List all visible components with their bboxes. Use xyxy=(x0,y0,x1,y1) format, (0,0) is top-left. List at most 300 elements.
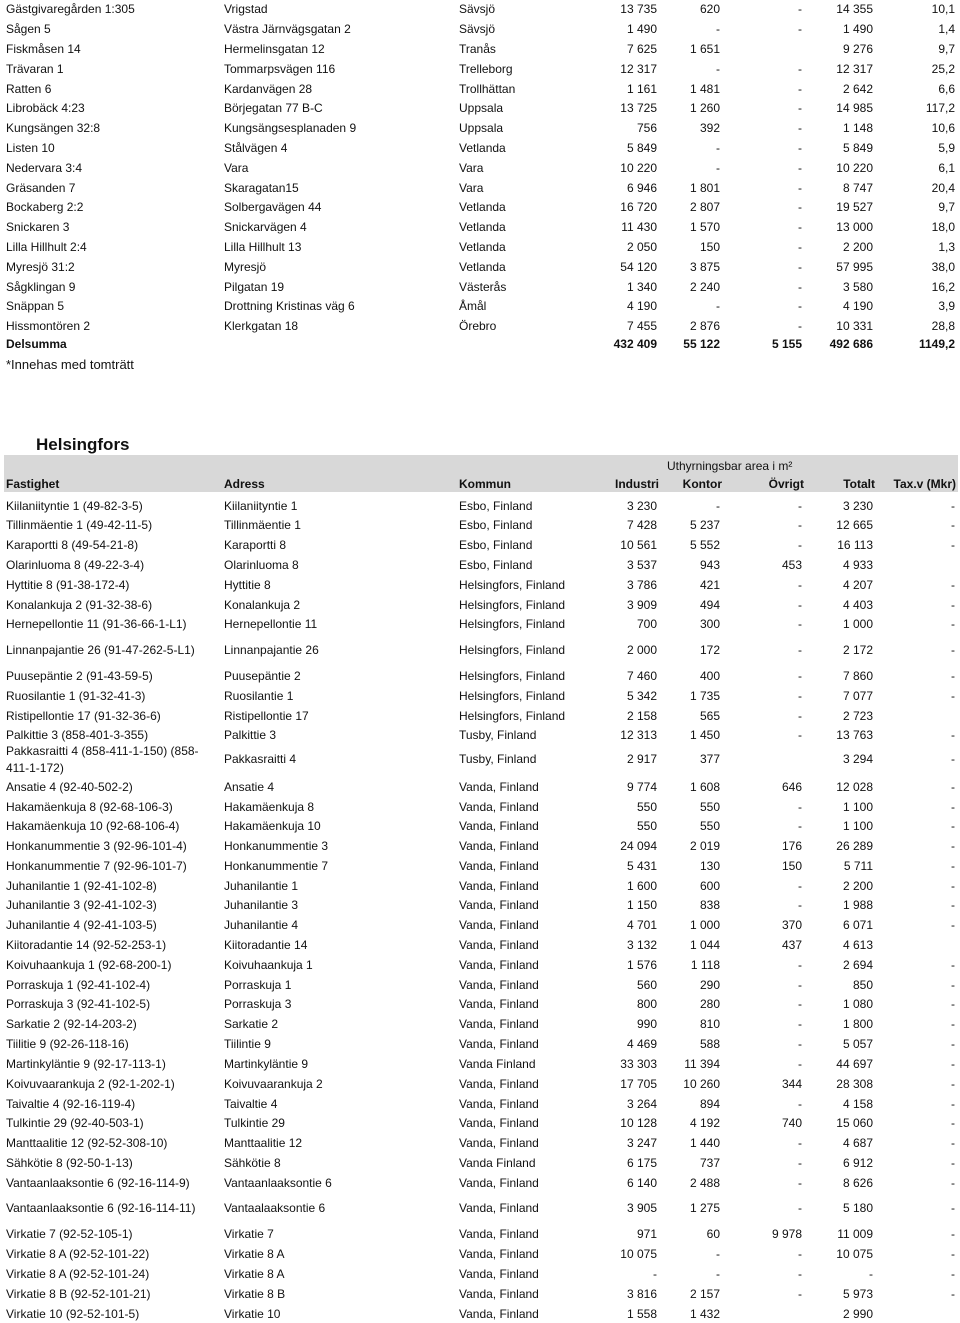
cell-totalt: 13 763 xyxy=(836,728,873,742)
cell-kontor: 421 xyxy=(699,578,720,592)
cell-taxv: 1,3 xyxy=(938,240,955,254)
cell-kommun: Vanda Finland xyxy=(459,1057,536,1071)
cell-kontor: 1 260 xyxy=(689,101,720,115)
cell-kontor: 810 xyxy=(699,1017,720,1031)
cell-adress: Kiilaniityntie 1 xyxy=(224,499,298,513)
cell-totalt: 1 100 xyxy=(842,800,873,814)
cell-adress: Palkittie 3 xyxy=(224,728,277,742)
cell-kommun: Vanda, Finland xyxy=(459,819,539,833)
cell-kommun: Vanda Finland xyxy=(459,1156,536,1170)
cell-kommun: Vanda, Finland xyxy=(459,1017,539,1031)
cell-kommun: Helsingfors, Finland xyxy=(459,578,566,592)
cell-totalt: 14 355 xyxy=(836,2,873,16)
cell-kontor: 280 xyxy=(699,997,720,1011)
cell-industri: 2 158 xyxy=(626,709,657,723)
cell-fastighet: Vantaanlaaksontie 6 (92-16-114-11) xyxy=(6,1201,196,1215)
cell-kontor: 565 xyxy=(699,709,720,723)
cell-ovrigt: - xyxy=(798,319,802,333)
cell-totalt: 2 642 xyxy=(842,82,873,96)
cell-ovrigt: - xyxy=(798,643,802,657)
cell-fastighet: Kiitoradantie 14 (92-52-253-1) xyxy=(6,938,167,952)
cell-adress: Honkanummentie 7 xyxy=(224,859,329,873)
cell-kommun: Västerås xyxy=(459,280,507,294)
cell-totalt: 3 230 xyxy=(842,499,873,513)
cell-totalt: 5 849 xyxy=(842,141,873,155)
cell-taxv: 9,7 xyxy=(938,200,955,214)
cell-adress: Vrigstad xyxy=(224,2,268,16)
cell-industri: 24 094 xyxy=(620,839,657,853)
cell-industri: 1 490 xyxy=(626,22,657,36)
cell-totalt: 6 912 xyxy=(842,1156,873,1170)
cell-ovrigt: - xyxy=(798,499,802,513)
footnote: *Innehas med tomträtt xyxy=(6,357,134,372)
cell-kontor: 392 xyxy=(699,121,720,135)
cell-kommun: Tusby, Finland xyxy=(459,752,537,766)
cell-kommun: Helsingfors, Finland xyxy=(459,709,566,723)
subtotal-label: Delsumma xyxy=(6,337,67,351)
cell-totalt: 2 990 xyxy=(842,1307,873,1321)
cell-industri: 990 xyxy=(636,1017,657,1031)
cell-adress: Hernepellontie 11 xyxy=(224,617,318,631)
cell-taxv: - xyxy=(951,1176,955,1190)
cell-adress: Porraskuja 1 xyxy=(224,978,292,992)
cell-totalt: 7 077 xyxy=(842,689,873,703)
cell-taxv: - xyxy=(951,689,955,703)
cell-adress: Vantaanlaaksontie 6 xyxy=(224,1176,332,1190)
cell-adress: Hyttitie 8 xyxy=(224,578,271,592)
cell-kommun: Örebro xyxy=(459,319,497,333)
cell-fastighet: Kiilaniityntie 1 (49-82-3-5) xyxy=(6,499,143,513)
cell-totalt: 12 665 xyxy=(836,518,873,532)
cell-totalt: 4 190 xyxy=(842,299,873,313)
cell-industri: 3 230 xyxy=(626,499,657,513)
cell-adress: Tillinmäentie 1 xyxy=(224,518,301,532)
cell-kommun: Vetlanda xyxy=(459,240,506,254)
cell-industri: 971 xyxy=(636,1227,657,1241)
cell-ovrigt: - xyxy=(798,898,802,912)
cell-totalt: 16 113 xyxy=(837,538,873,552)
cell-adress: Hakamäenkuja 10 xyxy=(224,819,321,833)
cell-kontor: 550 xyxy=(699,819,720,833)
cell-totalt: 14 985 xyxy=(836,101,873,115)
cell-industri: 2 000 xyxy=(626,643,657,657)
cell-totalt: 7 860 xyxy=(842,669,873,683)
cell-industri: 16 720 xyxy=(620,200,657,214)
cell-fastighet: Sågklingan 9 xyxy=(6,280,76,294)
cell-industri: 1 600 xyxy=(626,879,657,893)
cell-industri: 13 735 xyxy=(620,2,657,16)
header-totalt: Totalt xyxy=(843,477,875,491)
cell-adress: Puusepäntie 2 xyxy=(224,669,301,683)
cell-industri: 3 786 xyxy=(626,578,657,592)
cell-totalt: 4 207 xyxy=(842,578,873,592)
header-ovrigt: Övrigt xyxy=(768,477,804,491)
cell-industri: 1 576 xyxy=(626,958,657,972)
cell-adress: Myresjö xyxy=(224,260,267,274)
table-header xyxy=(4,455,958,492)
cell-fastighet: Listen 10 xyxy=(6,141,55,155)
cell-kommun: Vanda, Finland xyxy=(459,1116,539,1130)
cell-totalt: 1 148 xyxy=(842,121,873,135)
cell-taxv: - xyxy=(951,643,955,657)
cell-industri: 560 xyxy=(636,978,657,992)
cell-totalt: 3 294 xyxy=(842,752,873,766)
cell-adress: Ansatie 4 xyxy=(224,780,275,794)
cell-taxv: - xyxy=(951,958,955,972)
cell-kommun: Helsingfors, Finland xyxy=(459,643,566,657)
cell-fastighet: Gräsanden 7 xyxy=(6,181,76,195)
cell-kontor: 494 xyxy=(699,598,720,612)
cell-adress: Koivuhaankuja 1 xyxy=(224,958,313,972)
cell-totalt: 5 973 xyxy=(842,1287,873,1301)
cell-ovrigt: - xyxy=(798,709,802,723)
cell-kommun: Vanda, Finland xyxy=(459,958,539,972)
cell-adress: Vantaalaaksontie 6 xyxy=(224,1201,326,1215)
cell-ovrigt: - xyxy=(798,1017,802,1031)
cell-ovrigt: - xyxy=(798,598,802,612)
cell-industri: 3 909 xyxy=(626,598,657,612)
cell-taxv: - xyxy=(951,1247,955,1261)
cell-fastighet: Hyttitie 8 (91-38-172-4) xyxy=(6,578,130,592)
cell-industri: 4 701 xyxy=(626,918,657,932)
cell-kommun: Vanda, Finland xyxy=(459,938,539,952)
cell-adress: Juhanilantie 4 xyxy=(224,918,299,932)
cell-fastighet: Virkatie 8 A (92-52-101-22) xyxy=(6,1247,150,1261)
cell-adress: Martinkyläntie 9 xyxy=(224,1057,309,1071)
cell-kommun: Vetlanda xyxy=(459,141,506,155)
cell-kommun: Vanda, Finland xyxy=(459,997,539,1011)
cell-totalt: 3 580 xyxy=(842,280,873,294)
cell-kommun: Tranås xyxy=(459,42,496,56)
cell-taxv: 5,9 xyxy=(938,141,955,155)
cell-industri: 4 469 xyxy=(626,1037,657,1051)
cell-adress: Konalankuja 2 xyxy=(224,598,301,612)
cell-ovrigt: - xyxy=(798,141,802,155)
cell-industri: 700 xyxy=(636,617,657,631)
cell-fastighet: Hakamäenkuja 10 (92-68-106-4) xyxy=(6,819,180,833)
subtotal-taxv: 1149,2 xyxy=(918,337,955,351)
cell-taxv: - xyxy=(951,800,955,814)
cell-industri: 4 190 xyxy=(626,299,657,313)
cell-totalt: 5 180 xyxy=(842,1201,873,1215)
cell-fastighet: Tillinmäentie 1 (49-42-11-5) xyxy=(6,518,153,532)
cell-fastighet: Puusepäntie 2 (91-43-59-5) xyxy=(6,669,153,683)
header-kontor: Kontor xyxy=(682,477,722,491)
cell-industri: 54 120 xyxy=(620,260,657,274)
cell-industri: 7 455 xyxy=(626,319,657,333)
cell-totalt: 2 723 xyxy=(842,709,873,723)
cell-kontor: 620 xyxy=(699,2,720,16)
cell-kontor: 300 xyxy=(699,617,720,631)
cell-ovrigt: 437 xyxy=(781,938,802,952)
cell-kommun: Vanda, Finland xyxy=(459,1097,539,1111)
cell-totalt: 2 200 xyxy=(842,240,873,254)
cell-adress: Snickarvägen 4 xyxy=(224,220,307,234)
cell-kommun: Esbo, Finland xyxy=(459,538,533,552)
cell-taxv: - xyxy=(951,1077,955,1091)
cell-industri: 800 xyxy=(636,997,657,1011)
cell-totalt: 2 200 xyxy=(842,879,873,893)
cell-totalt: 1 800 xyxy=(842,1017,873,1031)
cell-kontor: 4 192 xyxy=(689,1116,720,1130)
cell-fastighet: Karaportti 8 (49-54-21-8) xyxy=(6,538,139,552)
cell-kommun: Vanda, Finland xyxy=(459,1227,539,1241)
header-adress: Adress xyxy=(224,477,265,491)
cell-kommun: Vanda, Finland xyxy=(459,839,539,853)
cell-kommun: Vetlanda xyxy=(459,260,506,274)
cell-fastighet: Virkatie 8 A (92-52-101-24) xyxy=(6,1267,150,1281)
cell-ovrigt: - xyxy=(798,1176,802,1190)
cell-kontor: 1 651 xyxy=(689,42,720,56)
cell-ovrigt: - xyxy=(798,121,802,135)
cell-kommun: Vanda, Finland xyxy=(459,1077,539,1091)
cell-fastighet: Tiilitie 9 (92-26-118-16) xyxy=(6,1037,129,1051)
cell-kontor: 894 xyxy=(699,1097,720,1111)
cell-totalt: 10 331 xyxy=(836,319,873,333)
cell-ovrigt: - xyxy=(798,1097,802,1111)
cell-kontor: 377 xyxy=(699,752,720,766)
cell-taxv: - xyxy=(951,978,955,992)
cell-kontor: - xyxy=(716,141,720,155)
cell-adress: Koivuvaarankuja 2 xyxy=(224,1077,323,1091)
cell-ovrigt: - xyxy=(798,181,802,195)
cell-totalt: 57 995 xyxy=(836,260,873,274)
cell-adress: Pakkasraitti 4 xyxy=(224,752,297,766)
cell-adress: Pilgatan 19 xyxy=(224,280,285,294)
cell-kontor: 1 440 xyxy=(689,1136,720,1150)
cell-ovrigt: - xyxy=(798,518,802,532)
cell-kontor: 1 481 xyxy=(689,82,720,96)
cell-industri: 5 431 xyxy=(626,859,657,873)
cell-kommun: Esbo, Finland xyxy=(459,518,533,532)
cell-kontor: 550 xyxy=(699,800,720,814)
cell-kontor: 2 157 xyxy=(689,1287,720,1301)
cell-taxv: - xyxy=(951,859,955,873)
cell-ovrigt: - xyxy=(798,617,802,631)
cell-totalt: 9 276 xyxy=(842,42,873,56)
cell-adress: Hakamäenkuja 8 xyxy=(224,800,315,814)
cell-fastighet: Sarkatie 2 (92-14-203-2) xyxy=(6,1017,137,1031)
cell-industri: 550 xyxy=(636,819,657,833)
cell-taxv: 6,6 xyxy=(938,82,955,96)
cell-adress: Skaragatan15 xyxy=(224,181,299,195)
cell-fastighet: Ristipellontie 17 (91-32-36-6) xyxy=(6,709,161,723)
cell-kontor: 838 xyxy=(699,898,720,912)
cell-industri: 6 140 xyxy=(626,1176,657,1190)
cell-ovrigt: - xyxy=(798,299,802,313)
cell-industri: 33 303 xyxy=(620,1057,657,1071)
cell-kontor: 1 450 xyxy=(689,728,720,742)
cell-fastighet: Bockaberg 2:2 xyxy=(6,200,84,214)
cell-kommun: Vanda, Finland xyxy=(459,978,539,992)
cell-totalt: 44 697 xyxy=(836,1057,873,1071)
cell-ovrigt: 453 xyxy=(781,558,802,572)
cell-totalt: 2 172 xyxy=(842,643,873,657)
cell-totalt: 4 687 xyxy=(842,1136,873,1150)
cell-adress: Virkatie 10 xyxy=(224,1307,281,1321)
cell-adress: Kardanvägen 28 xyxy=(224,82,313,96)
cell-fastighet: Ruosilantie 1 (91-32-41-3) xyxy=(6,689,146,703)
cell-totalt: 6 071 xyxy=(842,918,873,932)
subtotal-industri: 432 409 xyxy=(613,337,657,351)
cell-taxv: - xyxy=(951,839,955,853)
cell-kommun: Uppsala xyxy=(459,101,504,115)
cell-kontor: 1 735 xyxy=(689,689,720,703)
cell-taxv: - xyxy=(951,1156,955,1170)
cell-totalt: 28 308 xyxy=(836,1077,873,1091)
cell-ovrigt: - xyxy=(798,1057,802,1071)
cell-kontor: 2 807 xyxy=(689,200,720,214)
cell-totalt: 15 060 xyxy=(836,1116,873,1130)
cell-kontor: - xyxy=(716,499,720,513)
cell-totalt: 11 009 xyxy=(837,1227,873,1241)
cell-kontor: 400 xyxy=(699,669,720,683)
cell-fastighet: Tulkintie 29 (92-40-503-1) xyxy=(6,1116,144,1130)
cell-kontor: 3 875 xyxy=(689,260,720,274)
cell-fastighet: Koivuvaarankuja 2 (92-1-202-1) xyxy=(6,1077,175,1091)
cell-industri: 5 849 xyxy=(626,141,657,155)
cell-ovrigt: 176 xyxy=(781,839,802,853)
cell-taxv: - xyxy=(951,879,955,893)
cell-ovrigt: - xyxy=(798,62,802,76)
cell-ovrigt: - xyxy=(798,728,802,742)
cell-industri: 3 816 xyxy=(626,1287,657,1301)
cell-industri: 12 317 xyxy=(620,62,657,76)
cell-taxv: - xyxy=(951,780,955,794)
cell-kontor: 1 801 xyxy=(689,181,720,195)
cell-fastighet: Pakkasraitti 4 (858-411-1-150) (858-411-1-172) xyxy=(6,744,199,776)
cell-fastighet: Koivuhaankuja 1 (92-68-200-1) xyxy=(6,958,172,972)
cell-taxv: - xyxy=(951,1116,955,1130)
cell-kommun: Vara xyxy=(459,181,484,195)
cell-adress: Taivaltie 4 xyxy=(224,1097,278,1111)
cell-taxv: 25,2 xyxy=(931,62,955,76)
cell-ovrigt: - xyxy=(798,1037,802,1051)
cell-adress: Virkatie 8 A xyxy=(224,1247,285,1261)
cell-kommun: Helsingfors, Finland xyxy=(459,598,566,612)
cell-adress: Kiitoradantie 14 xyxy=(224,938,308,952)
cell-totalt: 8 626 xyxy=(842,1176,873,1190)
cell-fastighet: Hakamäenkuja 8 (92-68-106-3) xyxy=(6,800,173,814)
cell-fastighet: Manttaalitie 12 (92-52-308-10) xyxy=(6,1136,168,1150)
cell-taxv: - xyxy=(951,1097,955,1111)
cell-taxv: - xyxy=(951,728,955,742)
cell-kommun: Vetlanda xyxy=(459,200,506,214)
cell-taxv: - xyxy=(951,752,955,766)
cell-taxv: - xyxy=(951,578,955,592)
cell-ovrigt: - xyxy=(798,800,802,814)
cell-kommun: Vanda, Finland xyxy=(459,1176,539,1190)
cell-fastighet: Sågen 5 xyxy=(6,22,51,36)
cell-taxv: 9,7 xyxy=(938,42,955,56)
cell-kommun: Vanda, Finland xyxy=(459,1307,539,1321)
cell-kontor: 1 000 xyxy=(689,918,720,932)
cell-taxv: 38,0 xyxy=(931,260,955,274)
cell-adress: Sarkatie 2 xyxy=(224,1017,279,1031)
cell-ovrigt: - xyxy=(798,1287,802,1301)
cell-totalt: 1 490 xyxy=(842,22,873,36)
cell-taxv: - xyxy=(951,898,955,912)
cell-fastighet: Virkatie 8 B (92-52-101-21) xyxy=(6,1287,151,1301)
cell-kommun: Vanda, Finland xyxy=(459,800,539,814)
cell-ovrigt: - xyxy=(798,1247,802,1261)
cell-adress: Honkanummentie 3 xyxy=(224,839,329,853)
cell-industri: 2 917 xyxy=(626,752,657,766)
cell-industri: 1 558 xyxy=(626,1307,657,1321)
cell-totalt: 4 403 xyxy=(842,598,873,612)
cell-adress: Tulkintie 29 xyxy=(224,1116,285,1130)
cell-industri: 7 428 xyxy=(626,518,657,532)
cell-kommun: Sävsjö xyxy=(459,2,496,16)
cell-ovrigt: - xyxy=(798,1156,802,1170)
cell-taxv: 1,4 xyxy=(938,22,955,36)
cell-totalt: 1 988 xyxy=(842,898,873,912)
cell-adress: Börjegatan 77 B-C xyxy=(224,101,323,115)
cell-kommun: Vanda, Finland xyxy=(459,1201,539,1215)
cell-totalt: 4 158 xyxy=(842,1097,873,1111)
cell-industri: 3 537 xyxy=(626,558,657,572)
cell-totalt: - xyxy=(869,1267,873,1281)
cell-kommun: Vara xyxy=(459,161,484,175)
cell-fastighet: Olarinluoma 8 (49-22-3-4) xyxy=(6,558,145,572)
cell-ovrigt: - xyxy=(798,1267,802,1281)
cell-ovrigt: - xyxy=(798,101,802,115)
cell-fastighet: Juhanilantie 4 (92-41-103-5) xyxy=(6,918,157,932)
cell-taxv: 6,1 xyxy=(938,161,955,175)
cell-ovrigt: - xyxy=(798,958,802,972)
cell-kommun: Vanda, Finland xyxy=(459,780,539,794)
cell-adress: Juhanilantie 1 xyxy=(224,879,299,893)
cell-kontor: 290 xyxy=(699,978,720,992)
cell-adress: Västra Järnvägsgatan 2 xyxy=(224,22,351,36)
cell-kontor: 10 260 xyxy=(683,1077,720,1091)
cell-kommun: Vanda, Finland xyxy=(459,859,539,873)
cell-kontor: 60 xyxy=(706,1227,720,1241)
cell-kontor: 737 xyxy=(699,1156,720,1170)
cell-ovrigt: - xyxy=(798,669,802,683)
cell-kontor: 588 xyxy=(699,1037,720,1051)
cell-kommun: Esbo, Finland xyxy=(459,499,533,513)
cell-ovrigt: - xyxy=(798,82,802,96)
cell-adress: Hermelinsgatan 12 xyxy=(224,42,325,56)
cell-fastighet: Hissmontören 2 xyxy=(6,319,91,333)
cell-fastighet: Lilla Hillhult 2:4 xyxy=(6,240,87,254)
cell-kommun: Vanda, Finland xyxy=(459,1136,539,1150)
cell-kontor: 1 608 xyxy=(689,780,720,794)
cell-adress: Solbergavägen 44 xyxy=(224,200,322,214)
cell-ovrigt: 646 xyxy=(781,780,802,794)
cell-kontor: 943 xyxy=(699,558,720,572)
cell-kommun: Vanda, Finland xyxy=(459,1267,539,1281)
cell-fastighet: Honkanummentie 7 (92-96-101-7) xyxy=(6,859,187,873)
cell-kontor: 150 xyxy=(699,240,720,254)
cell-kommun: Sävsjö xyxy=(459,22,496,36)
cell-kontor: 1 275 xyxy=(689,1201,720,1215)
cell-industri: 17 705 xyxy=(620,1077,657,1091)
cell-kommun: Helsingfors, Finland xyxy=(459,669,566,683)
cell-taxv: 20,4 xyxy=(931,181,955,195)
cell-kontor: 2 876 xyxy=(689,319,720,333)
cell-kommun: Vanda, Finland xyxy=(459,1037,539,1051)
cell-ovrigt: 370 xyxy=(781,918,802,932)
cell-totalt: 4 933 xyxy=(842,558,873,572)
cell-industri: 6 946 xyxy=(626,181,657,195)
cell-ovrigt: - xyxy=(798,1136,802,1150)
header-industri: Industri xyxy=(615,477,659,491)
cell-adress: Olarinluoma 8 xyxy=(224,558,299,572)
cell-industri: 3 905 xyxy=(626,1201,657,1215)
cell-totalt: 1 100 xyxy=(842,819,873,833)
